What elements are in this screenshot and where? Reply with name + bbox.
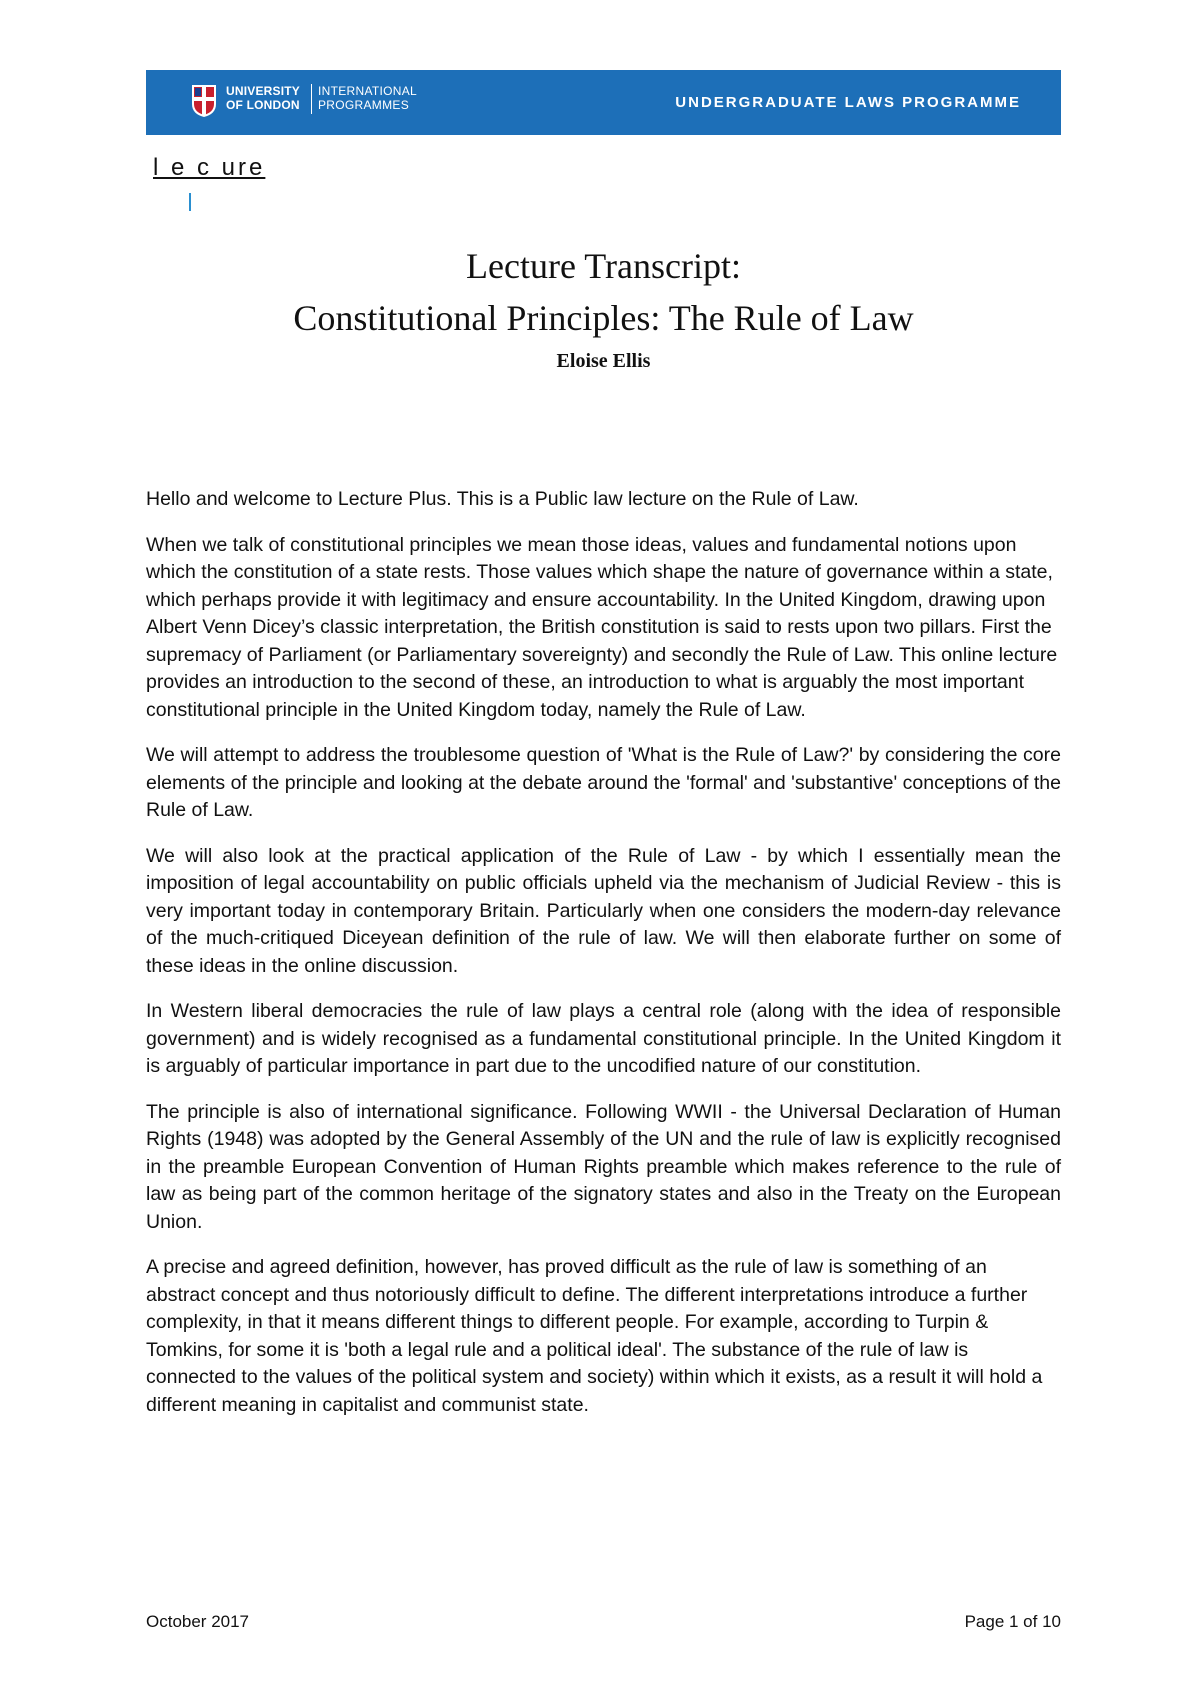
- paragraph: Hello and welcome to Lecture Plus. This is a Public law lecture on the Rule of Law.: [146, 488, 859, 510]
- paragraph: We will attempt to address the troublesome question of 'What is the Rule of Law?' by considering the core elements of the principle and looking at the debate around the 'formal' and 'substantive' conceptions of the Rule of Law.: [146, 744, 1061, 821]
- logo-line-2: OF LONDON: [226, 98, 300, 112]
- section-mark: l e c ure: [153, 154, 266, 181]
- paragraph: A precise and agreed definition, however, has proved difficult as the rule of law is something of an abstract concept and thus notoriously difficult to define. The different interpretations introduce a further complexity, in that it means different things to different people. For example, according to Turpin & Tomkins, for some it is 'both a legal rule and a political ideal'. The substance of the rule of law is connected to the values of the political system and society) within which it exists, as a result it will hold a different meaning in capitalist and communist state.: [146, 1256, 1043, 1416]
- body-text: [146, 486, 1061, 1437]
- university-crest-icon: [191, 84, 217, 118]
- logo-divider: [311, 84, 312, 114]
- header-banner: [146, 70, 1061, 135]
- footer-page-number: Page 1 of 10: [964, 1612, 1061, 1631]
- paragraph: The principle is also of international significance. Following WWII - the Universal Declaration of Human Rights (1948) was adopted by the General Assembly of the UN and the rule of law is explicitly recognised in the preamble European Convention of Human Rights preamble which makes reference to the rule of law as being part of the common heritage of the signatory states and also in the Treaty on the European Union.: [146, 1100, 1061, 1233]
- paragraph: In Western liberal democracies the rule of law plays a central role (along with the idea of responsible government) and is widely recognised as a fundamental constitutional principle. In the United Kingdom it is arguably of particular importance in part due to the uncodified nature of our constitution.: [146, 1000, 1061, 1077]
- text-cursor: [189, 193, 191, 211]
- logo-international-text: [318, 84, 438, 112]
- title-block: [146, 240, 1061, 373]
- paragraph: We will also look at the practical application of the Rule of Law - by which I essentially mean the imposition of legal accountability on public officials upheld via the mechanism of Judicial Review - this is very important today in contemporary Britain. Particularly when one considers the modern-day relevance of the much-critiqued Diceyean definition of the rule of law. We will then elaborate further on some of these ideas in the online discussion.: [146, 844, 1061, 977]
- logo-ip-line-2: PROGRAMMES: [318, 98, 410, 112]
- logo-line-1: UNIVERSITY: [226, 84, 301, 98]
- title-line-1: Lecture Transcript:: [466, 246, 741, 286]
- title-line-2: Constitutional Principles: The Rule of Law: [293, 298, 914, 338]
- footer-date: October 2017: [146, 1612, 250, 1631]
- logo-ip-line-1: INTERNATIONAL: [318, 84, 418, 98]
- programme-title: UNDERGRADUATE LAWS PROGRAMME: [675, 94, 1021, 111]
- author-name: Eloise Ellis: [556, 350, 651, 372]
- paragraph: When we talk of constitutional principles we mean those ideas, values and fundamental notions upon which the constitution of a state rests. Those values which shape the nature of governance within a state, which perhaps provide it with legitimacy and ensure accountability. In the United Kingdom, drawing upon Albert Venn Dicey’s classic interpretation, the British constitution is said to rests upon two pillars. First the supremacy of Parliament (or Parliamentary sovereignty) and secondly the Rule of Law. This online lecture provides an introduction to the second of these, an introduction to what is arguably the most important constitutional principle in the United Kingdom today, namely the Rule of Law.: [146, 533, 1058, 721]
